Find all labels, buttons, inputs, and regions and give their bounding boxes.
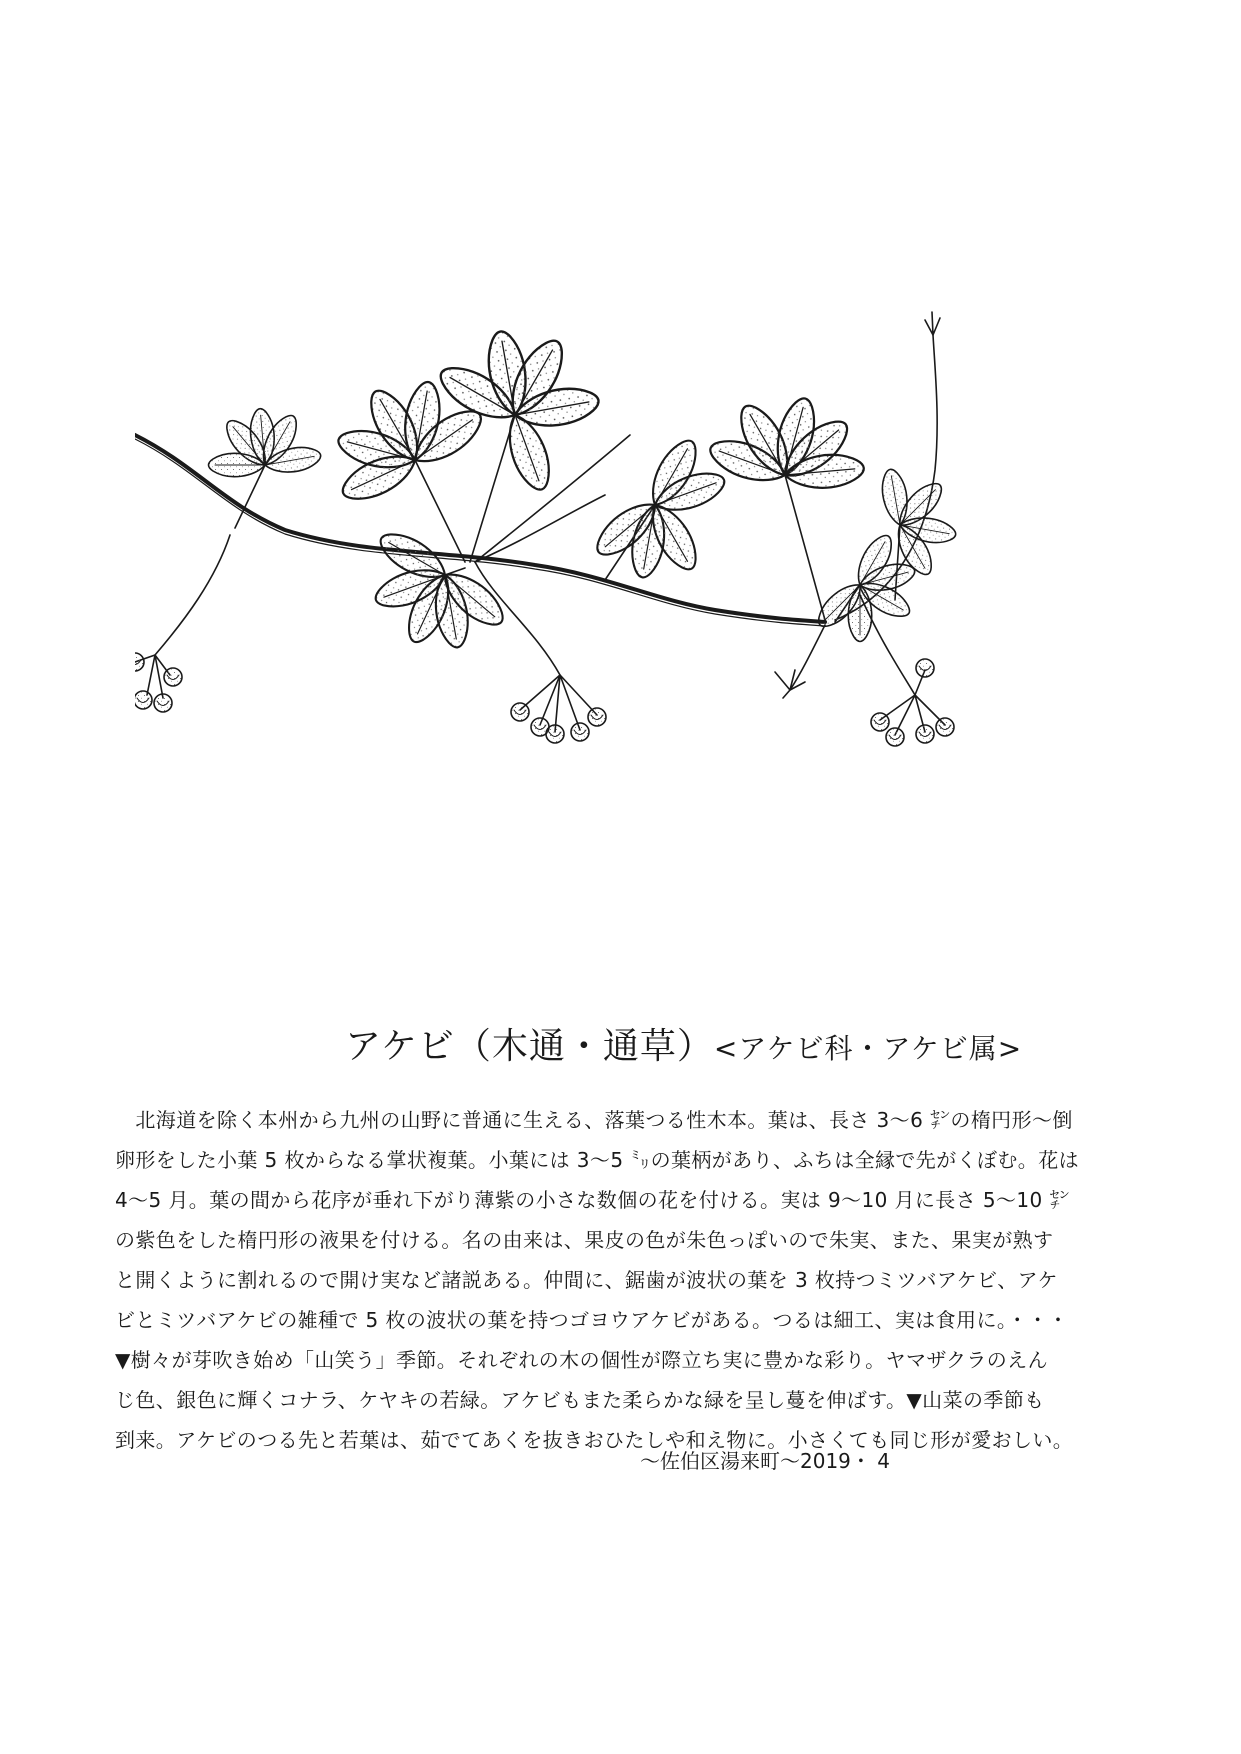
body-line: 到来。アケビのつる先と若葉は、茹でてあくを抜きおひたしや和え物に。小さくても同じ形が愛おしい。 — [115, 1428, 1074, 1452]
page-title — [345, 1018, 1022, 1069]
body-line: 4〜5 月。葉の間から花序が垂れ下がり薄紫の小さな数個の花を付ける。実は 9〜10 月に長さ 5〜10 ㌢ — [115, 1188, 1070, 1212]
body-line: の紫色をした楕円形の液果を付ける。名の由来は、果皮の色が朱色っぽいので朱実、また、果実が熟す — [115, 1228, 1054, 1252]
signature: 〜佐伯区湯来町〜2019・ 4 — [640, 1449, 890, 1473]
body-line: 卵形をした小葉 5 枚からなる掌状複葉。小葉には 3〜5 ㍉の葉柄があり、ふちは全縁で先がくぼむ。花は — [115, 1148, 1080, 1172]
body-line: 北海道を除く本州から九州の山野に普通に生える、落葉つる性木本。葉は、長さ 3〜6 ㌢の楕円形〜倒 — [115, 1108, 1073, 1132]
body-line: ▼樹々が芽吹き始め「山笑う」季節。それぞれの木の個性が際立ち実に豊かな彩り。ヤマザクラのえん — [115, 1348, 1048, 1372]
description-text — [115, 1100, 1135, 1460]
body-line: ビとミツバアケビの雑種で 5 枚の波状の葉を持つゴヨウアケビがある。つるは細工、実は食用に。・・・ — [115, 1308, 1069, 1332]
plant-family: <アケビ科・アケビ属> — [713, 1032, 1023, 1065]
body-line: じ色、銀色に輝くコナラ、ケヤキの若緑。アケビもまた柔らかな緑を呈し蔓を伸ばす。▼山菜の季節も — [115, 1388, 1045, 1412]
body-line: と開くように割れるので開け実など諸説ある。仲間に、鋸歯が波状の葉を 3 枚持つミツバアケビ、アケ — [115, 1268, 1058, 1292]
akebi-illustration — [135, 300, 1135, 860]
plant-name: アケビ（木通・通草） — [345, 1026, 714, 1067]
